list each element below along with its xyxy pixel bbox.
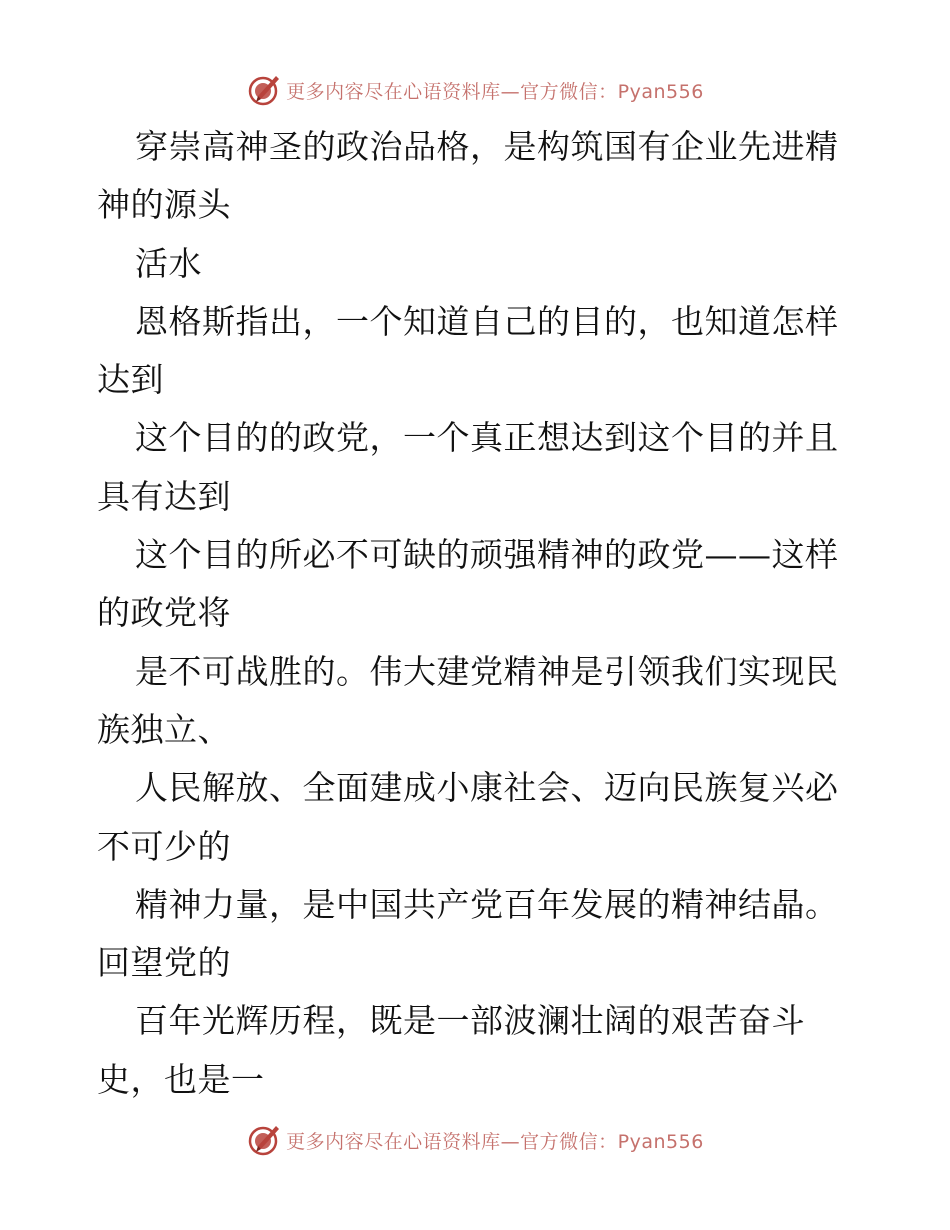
banner-text: 更多内容尽在心语资料库—官方微信：Pyan556 [286,80,704,103]
text-line: 百年光辉历程，既是一部波澜壮阔的艰苦奋斗 [135,1001,805,1041]
text-line: 神的源头 [97,185,231,225]
text-line: 这个目的的政党，一个真正想达到这个目的并且 [135,418,839,458]
quill-pen-logo-icon [246,72,282,108]
text-line: 不可少的 [97,826,231,866]
text-line: 回望党的 [97,943,231,983]
text-line: 史，也是一 [97,1059,265,1099]
text-line: 活水 [135,243,202,283]
text-line: 恩格斯指出，一个知道自己的目的，也知道怎样 [135,301,839,341]
text-line: 这个目的所必不可缺的顽强精神的政党——这样 [135,535,839,575]
text-line: 族独立、 [97,709,231,749]
text-line: 具有达到 [97,476,231,516]
text-line: 精神力量，是中国共产党百年发展的精神结晶。 [135,884,839,924]
text-line: 达到 [97,360,164,400]
text-line: 是不可战胜的。伟大建党精神是引领我们实现民 [135,651,839,691]
footer-banner [0,1120,950,1160]
banner-text: 更多内容尽在心语资料库—官方微信：Pyan556 [286,1130,704,1153]
text-line: 人民解放、全面建成小康社会、迈向民族复兴必 [135,768,839,808]
document-body [97,118,867,1109]
text-line: 穿崇高神圣的政治品格，是构筑国有企业先进精 [135,127,839,166]
header-banner [0,70,950,110]
quill-pen-logo-icon [246,1122,282,1158]
text-line: 的政党将 [97,593,231,633]
